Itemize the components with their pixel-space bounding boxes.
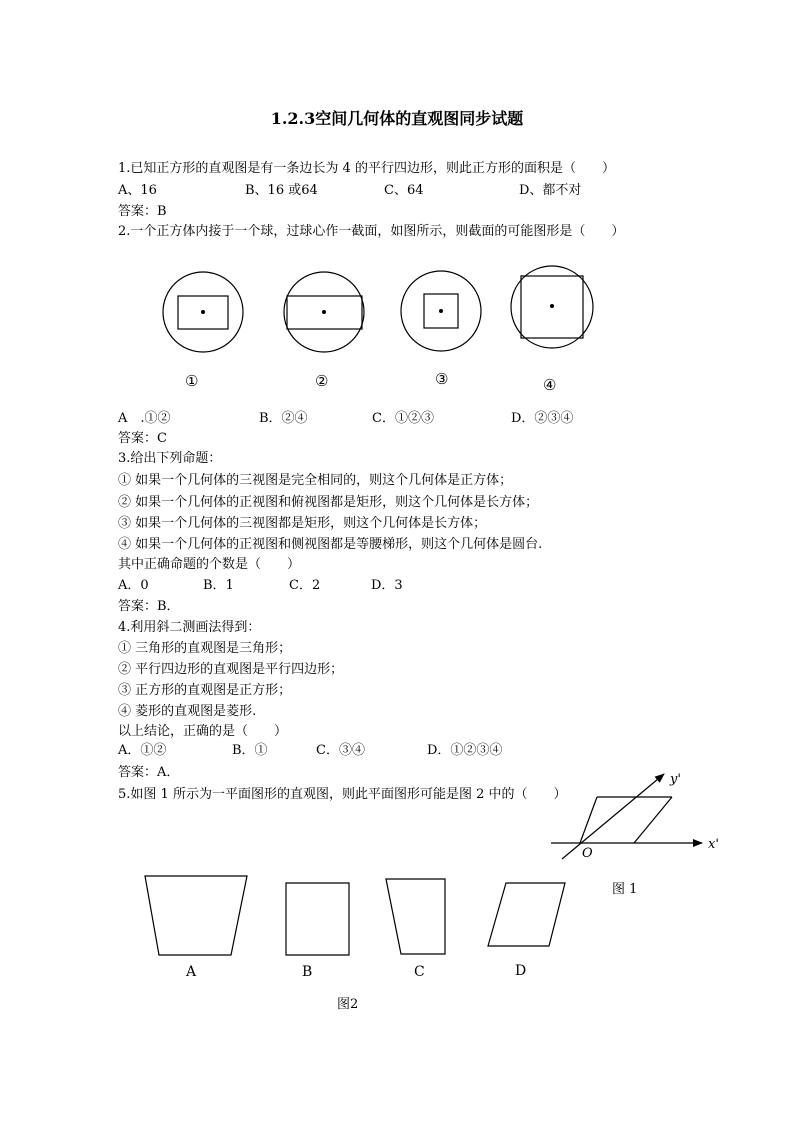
- q3-option-a: A．0: [118, 578, 149, 593]
- y-axis-label: y': [670, 772, 681, 787]
- q1-stem: 1.已知正方形的直观图是有一条边长为 4 的平行四边形，则此正方形的面积是（ ）: [118, 161, 615, 176]
- q3-item-2: ② 如果一个几何体的正视图和俯视图都是矩形，则这个几何体是长方体；: [118, 495, 539, 510]
- shape-d-parallelogram: [488, 883, 565, 946]
- q2-figure-label-4: ④: [543, 376, 557, 394]
- q2-stem: 2.一个正方体内接于一个球，过球心作一截面，如图所示，则截面的可能图形是（ ）: [118, 224, 625, 239]
- q3-item-4: ④ 如果一个几何体的正视图和侧视图都是等腰梯形，则这个几何体是圆台.: [118, 537, 543, 552]
- figure-1-caption: 图 1: [612, 882, 638, 897]
- q3-option-d: D．3: [371, 578, 403, 593]
- q1-option-b: B、16 或64: [245, 183, 318, 198]
- figure-2-label-a: A: [186, 964, 197, 980]
- q1-answer: 答案：B: [118, 204, 167, 219]
- shape-c-right-trapezoid: [386, 879, 445, 954]
- q3-stem: 3.给出下列命题：: [118, 451, 222, 466]
- page-title: 1.2.3空间几何体的直观图同步试题: [270, 109, 524, 128]
- q2-figure-label-3: ③: [435, 370, 449, 388]
- q4-item-2: ② 平行四边形的直观图是平行四边形；: [118, 662, 344, 677]
- q2-figure-label-1: ①: [185, 372, 199, 390]
- q2-option-a: A .①②: [118, 411, 171, 426]
- q5-stem: 5.如图 1 所示为一平面图形的直观图，则此平面图形可能是图 2 中的（ ）: [118, 787, 567, 802]
- figure-2-label-d: D: [515, 963, 527, 979]
- q3-item-3: ③ 如果一个几何体的三视图都是矩形，则这个几何体是长方体；: [118, 516, 487, 531]
- q3-option-b: B．1: [203, 578, 234, 593]
- q2-answer: 答案：C: [118, 431, 167, 446]
- q2-option-d: D．②③④: [511, 411, 574, 426]
- q2-option-c: C．①②③: [372, 411, 434, 426]
- figure-2-label-b: B: [302, 964, 313, 980]
- q3-option-c: C．2: [289, 578, 321, 593]
- q4-item-4: ④ 菱形的直观图是菱形.: [118, 704, 257, 719]
- shape-b-right-trapezoid: [286, 883, 349, 955]
- q1-option-d: D、都不对: [519, 183, 582, 198]
- q1-option-a: A、16: [118, 183, 157, 198]
- q2-option-b: B．②④: [259, 411, 308, 426]
- q4-answer: 答案：A．: [118, 765, 180, 780]
- x-axis-label: x': [708, 837, 719, 852]
- q4-prompt: 以上结论，正确的是（ ）: [118, 724, 288, 739]
- q2-figure-label-2: ②: [315, 372, 329, 390]
- figure-2-label-c: C: [414, 964, 425, 980]
- q3-prompt: 其中正确命题的个数是（ ）: [118, 557, 301, 572]
- q3-answer: 答案：B．: [118, 599, 180, 614]
- q4-item-1: ① 三角形的直观图是三角形；: [118, 641, 292, 656]
- figure-2-caption: 图2: [337, 997, 359, 1012]
- shape-a-trapezoid: [145, 876, 247, 955]
- q4-option-d: D．①②③④: [427, 743, 503, 758]
- q4-option-b: B．①: [232, 743, 268, 758]
- origin-label: O: [582, 846, 593, 861]
- q4-item-3: ③ 正方形的直观图是正方形；: [118, 683, 292, 698]
- q1-option-c: C、64: [384, 183, 424, 198]
- q4-option-a: A．①②: [118, 743, 167, 758]
- q4-option-c: C．③④: [316, 743, 365, 758]
- q4-stem: 4.利用斜二测画法得到：: [118, 620, 261, 635]
- q3-item-1: ① 如果一个几何体的三视图是完全相同的，则这个几何体是正方体；: [118, 473, 513, 488]
